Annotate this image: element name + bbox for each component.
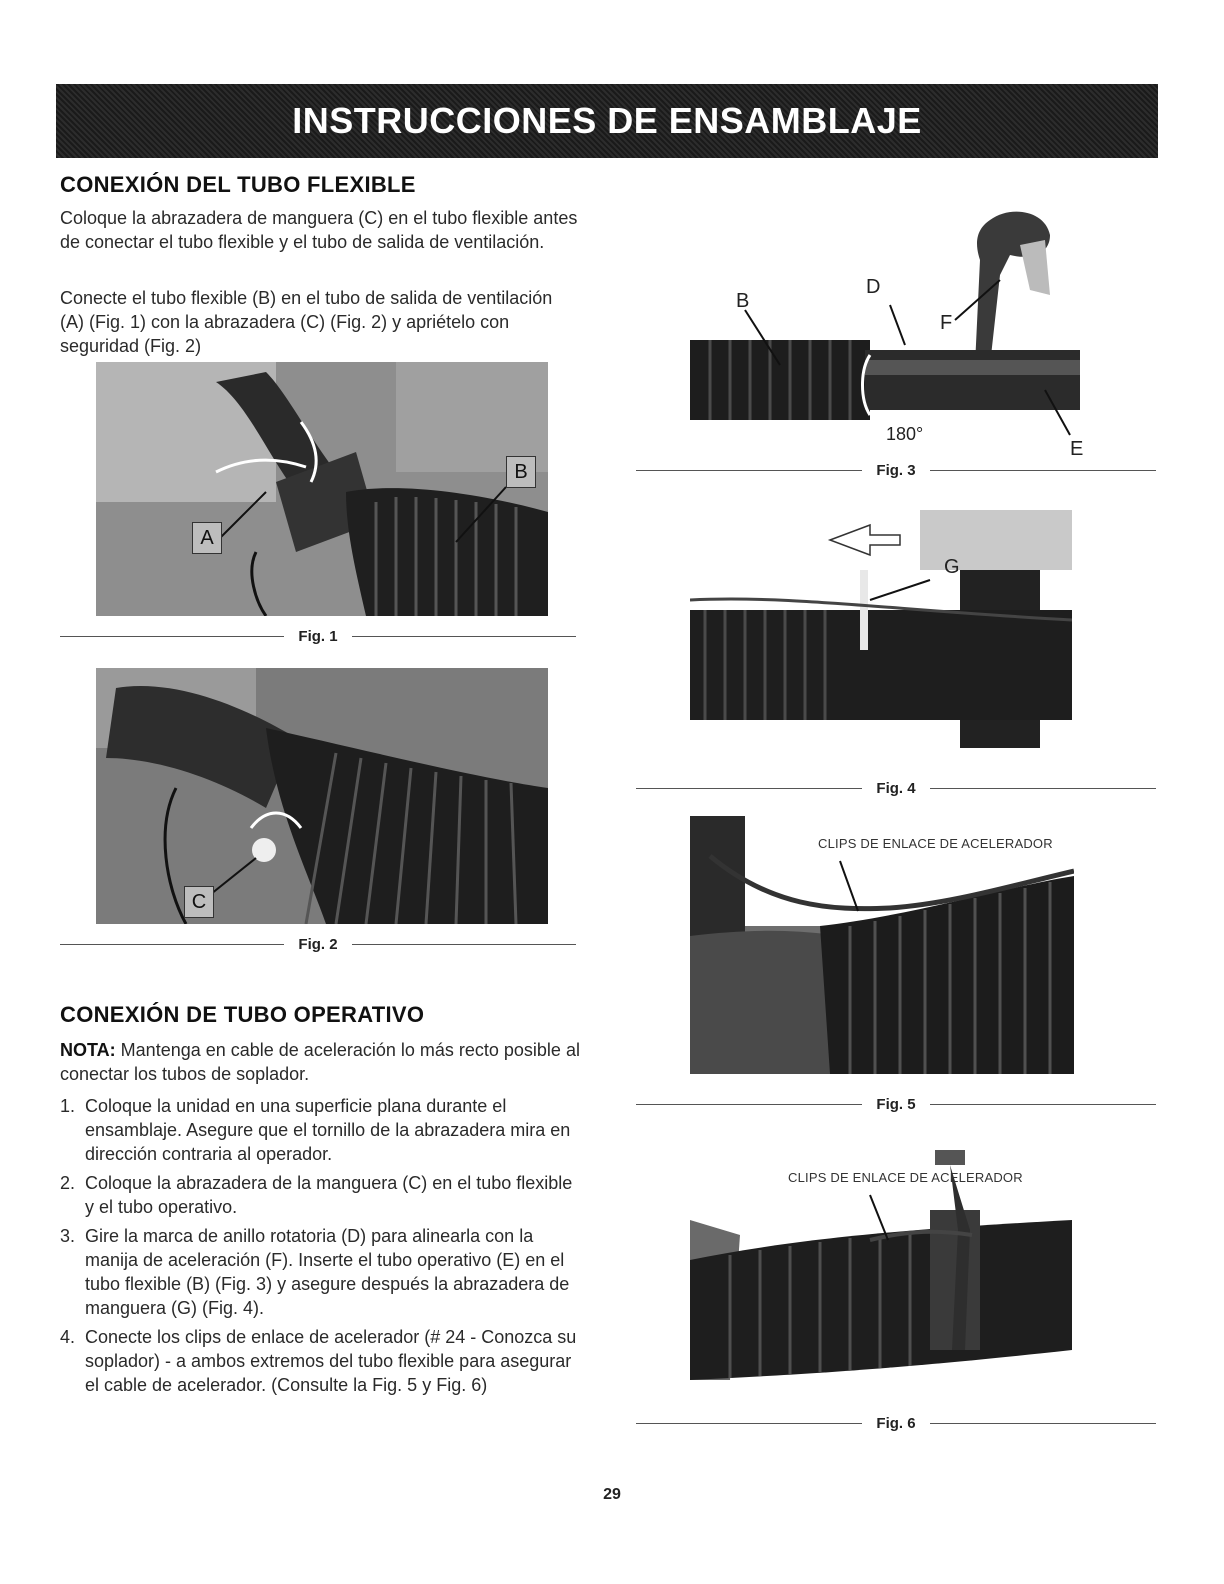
note-text: Mantenga en cable de aceleración lo más recto posible al conectar los tubos de soplador. <box>60 1040 580 1084</box>
header-banner <box>56 84 1158 158</box>
step-number: 2. <box>60 1173 76 1193</box>
note-label: NOTA: <box>60 1040 116 1060</box>
fig1-photo <box>96 362 548 616</box>
fig6-caption <box>636 1413 1156 1433</box>
fig3-label-d: D <box>866 276 881 298</box>
section-title-operating-tube: CONEXIÓN DE TUBO OPERATIVO <box>60 1002 425 1027</box>
fig1-label-a: A <box>192 522 222 554</box>
step-text: Coloque la abrazadera de la manguera (C) en el tubo flexible y el tubo operativo. <box>85 1173 573 1217</box>
fig3-label-f: F <box>940 312 953 334</box>
fig5-photo <box>690 816 1074 1074</box>
fig6-photo <box>690 1150 1072 1380</box>
step-text: Gire la marca de anillo rotatoria (D) para alinearla con la manija de aceleración (F). Inserte el tubo operativo (E) en el tubo flexible (B) (Fig. 3) y asegure después la abrazadera de manguera (G) (Fig. 4). <box>85 1226 570 1318</box>
fig4-label-g: G <box>944 556 960 578</box>
list-item <box>60 1171 580 1219</box>
step-number: 1. <box>60 1096 76 1116</box>
fig5-clips-label: CLIPS DE ENLACE DE ACELERADOR <box>818 836 1053 851</box>
fig1-label-b: B <box>506 456 536 488</box>
fig1-caption-text: Fig. 1 <box>298 627 338 645</box>
fig4-photo <box>690 510 1072 748</box>
fig2-caption-text: Fig. 2 <box>298 935 338 953</box>
fig3-caption <box>636 460 1156 480</box>
fig2-label-c: C <box>184 886 214 918</box>
step-text: Conecte los clips de enlace de acelerador (# 24 - Conozca su soplador) - a ambos extremos del tubo flexible para asegurar el cable de acelerador. (Consulte la Fig. 5 y Fig. 6) <box>85 1327 577 1395</box>
page-title: INSTRUCCIONES DE ENSAMBLAJE <box>292 100 922 141</box>
fig3-angle-label: 180° <box>886 424 924 444</box>
fig5-caption <box>636 1094 1156 1114</box>
fig1-caption <box>60 626 576 646</box>
step-number: 3. <box>60 1226 76 1246</box>
fig4-caption-text: Fig. 4 <box>876 779 916 797</box>
fig6-clips-label: CLIPS DE ENLACE DE ACELERADOR <box>788 1170 1023 1185</box>
fig3-caption-text: Fig. 3 <box>876 461 916 479</box>
fig3-label-b: B <box>736 290 750 312</box>
list-item <box>60 1094 580 1166</box>
page-number: 29 <box>603 1486 621 1503</box>
section1-paragraph-2: Conecte el tubo flexible (B) en el tubo de salida de ventilación (A) (Fig. 1) con la abrazadera (C) (Fig. 2) y apriételo con seguridad (Fig. 2) <box>60 288 553 356</box>
fig2-photo <box>96 668 548 924</box>
list-item <box>60 1224 580 1320</box>
assembly-steps-list <box>60 1094 580 1402</box>
fig5-caption-text: Fig. 5 <box>876 1095 916 1113</box>
fig3-label-e: E <box>1070 438 1084 460</box>
step-number: 4. <box>60 1327 76 1347</box>
fig4-caption <box>636 778 1156 798</box>
list-item <box>60 1325 580 1397</box>
step-text: Coloque la unidad en una superficie plana durante el ensamblaje. Asegure que el tornillo de la abrazadera mira en dirección contraria al operador. <box>85 1096 571 1164</box>
section-title-flexible-tube: CONEXIÓN DEL TUBO FLEXIBLE <box>60 172 416 197</box>
section1-paragraph-1: Coloque la abrazadera de manguera (C) en el tubo flexible antes de conectar el tubo flexible y el tubo de salida de ventilación. <box>60 208 578 252</box>
section2-note <box>60 1038 580 1086</box>
fig3-photo <box>690 200 1080 445</box>
fig6-caption-text: Fig. 6 <box>876 1414 916 1432</box>
fig2-caption <box>60 934 576 954</box>
